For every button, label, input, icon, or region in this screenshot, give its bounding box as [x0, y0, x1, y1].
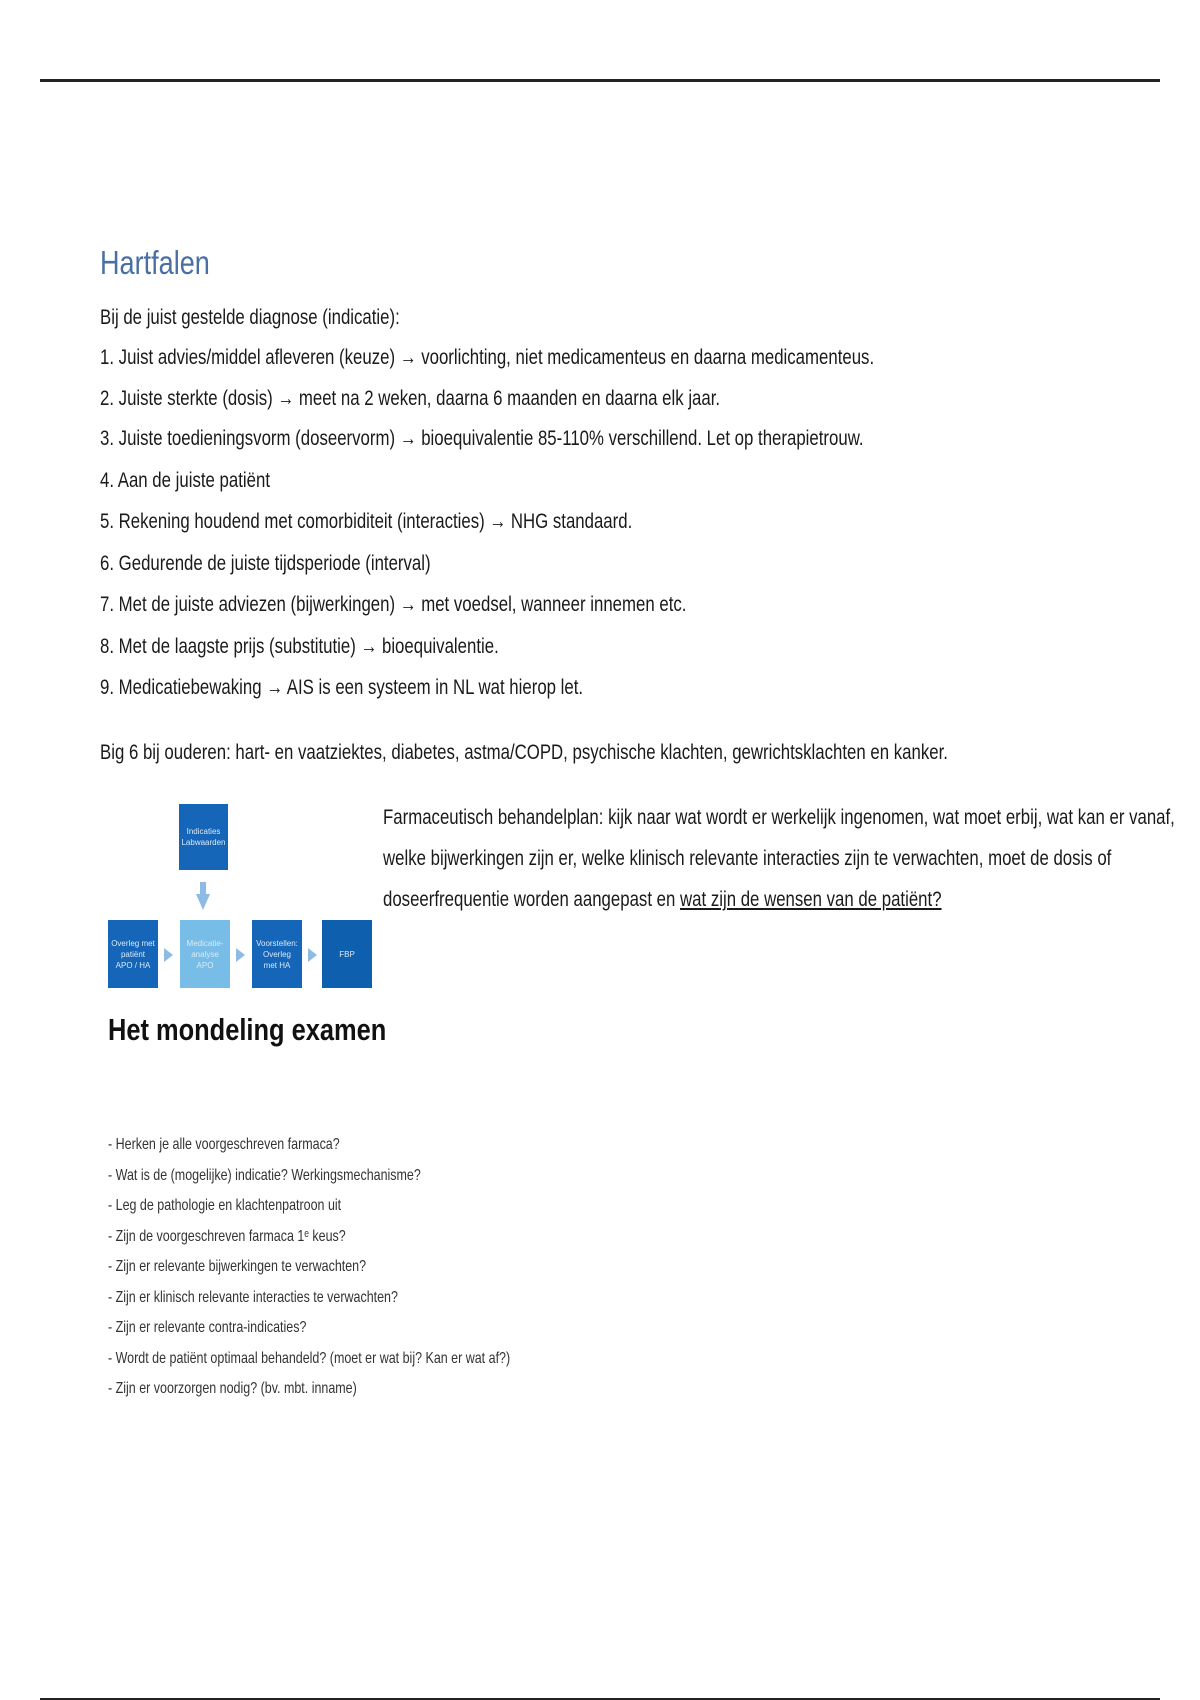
list-item: 1. Juist advies/middel afleveren (keuze) → voorlichting, niet medicamenteus en daarna medicamenteus. — [100, 346, 875, 369]
section-title: Hartfalen — [100, 244, 210, 281]
list-item: 8. Met de laagste prijs (substitutie) → bioequivalentie. — [100, 635, 499, 658]
list-item: 3. Juiste toedieningsvorm (doseervorm) → bioequivalentie 85-110% verschillend. Let op therapietrouw. — [100, 427, 864, 450]
diagram-box-medication-analysis: Medicatie- analyse APO — [180, 920, 230, 988]
list-item: - Zijn de voorgeschreven farmaca 1ᵉ keus? — [108, 1227, 346, 1245]
list-item: 7. Met de juiste adviezen (bijwerkingen) → met voedsel, wanneer innemen etc. — [100, 593, 687, 616]
arrow-right-icon — [308, 948, 317, 962]
list-item: - Zijn er relevante contra-indicaties? — [108, 1319, 307, 1336]
exam-question-list — [108, 1130, 624, 1405]
list-item: - Wat is de (mogelijke) indicatie? Werkingsmechanisme? — [108, 1166, 421, 1184]
plan-underlined-text: wat zijn de wensen van de patiënt? — [680, 888, 942, 911]
plan-line: welke bijwerkingen zijn er, welke klinisch relevante interacties zijn te verwachten, moet de dosis of — [383, 847, 1112, 870]
list-item: 5. Rekening houdend met comorbiditeit (interacties) → NHG standaard. — [100, 510, 633, 533]
section-intro: Bij de juist gestelde diagnose (indicatie): — [100, 306, 400, 329]
arrow-right-icon — [164, 948, 173, 962]
list-item: - Herken je alle voorgeschreven farmaca? — [108, 1136, 340, 1153]
list-item: 4. Aan de juiste patiënt — [100, 469, 270, 492]
treatment-plan-paragraph — [383, 797, 1175, 920]
list-item: 6. Gedurende de juiste tijdsperiode (interval) — [100, 552, 431, 575]
big6-paragraph: Big 6 bij ouderen: hart- en vaatziektes, diabetes, astma/COPD, psychische klachten, gewrichtsklachten en kanker. — [100, 741, 948, 764]
list-item: - Leg de pathologie en klachtenpatroon uit — [108, 1197, 342, 1214]
diagram-box-fbp: FBP — [322, 920, 372, 988]
plan-line: Farmaceutisch behandelplan: kijk naar wat wordt er werkelijk ingenomen, wat moet erbij, wat kan er vanaf, — [383, 806, 1175, 829]
arrow-down-icon — [196, 894, 210, 910]
list-item: 2. Juiste sterkte (dosis) → meet na 2 weken, daarna 6 maanden en daarna elk jaar. — [100, 387, 721, 410]
list-item: - Zijn er relevante bijwerkingen te verwachten? — [108, 1258, 367, 1275]
diagram-box-consult-patient: Overleg met patiënt APO / HA — [108, 920, 158, 988]
plan-line — [383, 879, 991, 920]
process-diagram — [108, 800, 374, 995]
diagram-box-proposals: Voorstellen: Overleg met HA — [252, 920, 302, 988]
list-item: - Zijn er voorzorgen nodig? (bv. mbt. inname) — [108, 1380, 357, 1397]
plan-line-prefix: doseerfrequentie worden aangepast en — [383, 888, 681, 911]
list-item: 9. Medicatiebewaking → AIS is een systeem in NL wat hierop let. — [100, 676, 584, 699]
header-rule — [40, 79, 1160, 82]
arrow-right-icon — [236, 948, 245, 962]
list-item: - Zijn er klinisch relevante interacties te verwachten? — [108, 1288, 398, 1306]
exam-title: Het mondeling examen — [108, 1012, 387, 1047]
diagram-box-indications: Indicaties Labwaarden — [179, 804, 228, 870]
list-item: - Wordt de patiënt optimaal behandeld? (moet er wat bij? Kan er wat af?) — [108, 1349, 511, 1367]
